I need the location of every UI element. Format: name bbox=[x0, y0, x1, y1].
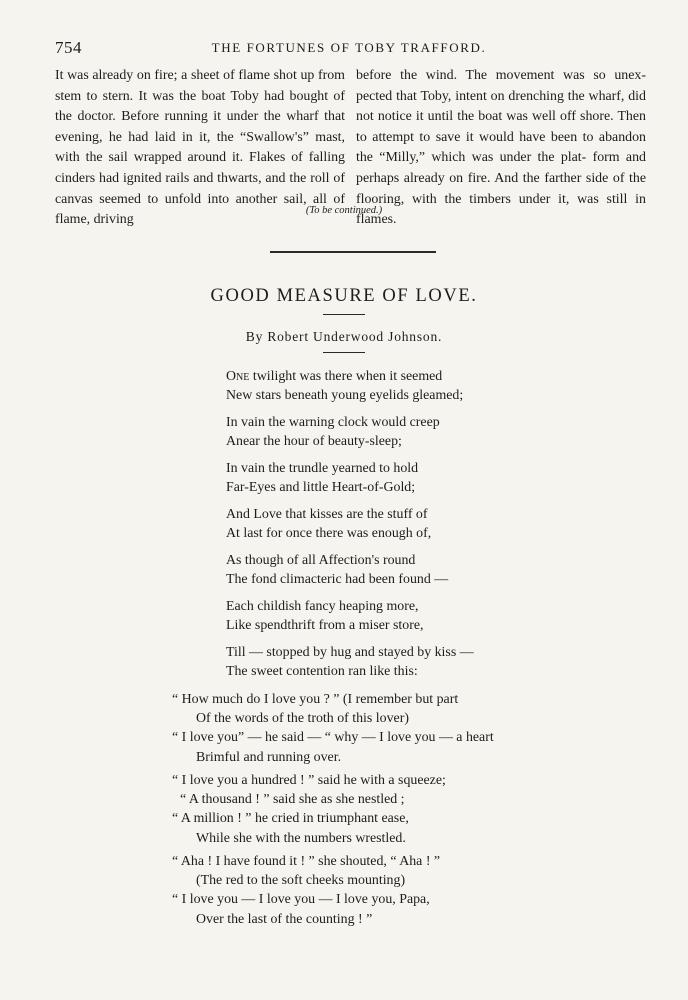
title-rule bbox=[323, 314, 365, 315]
couplet-7 bbox=[226, 643, 474, 681]
verse-line: Far-Eyes and little Heart-of-Gold; bbox=[226, 480, 416, 496]
prose-line: the “Swallow's” mast, with the sail wrapped bbox=[55, 129, 345, 166]
verse-line: As though of all Affection's round bbox=[226, 553, 416, 568]
drop-word: One bbox=[226, 369, 250, 384]
prose-line: Then to attempt to save it would have been to bbox=[356, 109, 646, 145]
verse-line: (The red to the soft cheeks mounting) bbox=[196, 873, 406, 889]
section-divider bbox=[270, 251, 436, 253]
prose-line: up from stem to stern. It was the boat Toby bbox=[55, 68, 345, 104]
prose-line: form and perhaps already on fire. And the bbox=[356, 150, 646, 186]
prose-line: rails and thwarts, and the roll of canvas seemed bbox=[55, 170, 345, 207]
couplet-2 bbox=[226, 413, 440, 451]
verse-line: Till — stopped by hug and stayed by kiss — bbox=[226, 645, 474, 660]
page-header bbox=[55, 38, 643, 60]
verse-line: “ I love you a hundred ! ” said he with a squeeze; bbox=[172, 773, 446, 788]
couplet-4 bbox=[226, 505, 431, 543]
verse-line: Each childish fancy heaping more, bbox=[226, 599, 419, 614]
prose-line: before the wind. The movement was so unex- bbox=[356, 68, 646, 83]
stanza-3 bbox=[172, 852, 440, 929]
verse-line: While she with the numbers wrestled. bbox=[196, 830, 406, 846]
couplet-5 bbox=[226, 551, 448, 589]
verse-line: “ I love you” — he said — “ why — I love you — a heart bbox=[172, 730, 494, 746]
verse-line: In vain the warning clock would creep bbox=[226, 415, 440, 430]
prose-line: did not notice it until the boat was well off shore. bbox=[356, 88, 646, 125]
couplet-3 bbox=[226, 459, 418, 497]
prose-line: under the wharf that evening, he had laid in it, bbox=[55, 109, 345, 145]
page-number: 754 bbox=[55, 38, 82, 57]
prose-line: had bought of the doctor. Before running it bbox=[55, 88, 345, 125]
verse-line: “ I love you — I love you — I love you, Papa, bbox=[172, 892, 430, 908]
to-be-continued-note: (To be continued.) bbox=[305, 205, 383, 216]
poem-byline: By Robert Underwood Johnson. bbox=[245, 329, 443, 344]
verse-line: The sweet contention ran like this: bbox=[226, 664, 418, 680]
verse-line: The fond climacteric had been found — bbox=[226, 572, 449, 588]
couplet-6 bbox=[226, 597, 424, 635]
verse-line: Anear the hour of beauty-sleep; bbox=[226, 434, 402, 450]
verse-line: Like spendthrift from a miser store, bbox=[226, 618, 424, 634]
verse-line: In vain the trundle yearned to hold bbox=[226, 461, 419, 476]
verse-line: “ A million ! ” he cried in triumphant ease, bbox=[172, 811, 409, 827]
byline-rule bbox=[323, 352, 365, 353]
verse-line: “ A thousand ! ” said she as she nestled ; bbox=[180, 792, 405, 808]
prose-line: abandon the “Milly,” which was under the plat- bbox=[356, 129, 646, 166]
verse-line: And Love that kisses are the stuff of bbox=[226, 507, 428, 522]
running-title: THE FORTUNES OF TOBY TRAFFORD. bbox=[211, 40, 487, 55]
prose-line: under it, was still in flames. bbox=[356, 191, 646, 228]
verse-line: “ Aha ! I have found it ! ” she shouted, “ Aha ! ” bbox=[172, 854, 441, 869]
verse-line: New stars beneath young eyelids gleamed; bbox=[226, 388, 464, 404]
prose-line: around it. Flakes of falling cinders had ignited bbox=[55, 150, 345, 186]
verse-line: Brimful and running over. bbox=[196, 749, 342, 765]
prose-line: to unfold into another sail, all of flame, driving bbox=[55, 191, 345, 228]
prose-line: farther side of the flooring, with the timbers bbox=[356, 170, 646, 207]
verse-line: Over the last of the counting ! ” bbox=[196, 911, 373, 927]
verse-line: Of the words of the troth of this lover) bbox=[196, 711, 409, 727]
verse-line: One twilight was there when it seemed bbox=[226, 369, 443, 384]
verse-line: “ How much do I love you ? ” (I remember but part bbox=[172, 692, 459, 707]
stanza-2 bbox=[172, 771, 446, 848]
prose-line: It was already on fire; a sheet of flame shot bbox=[55, 68, 297, 83]
prose-line: pected that Toby, intent on drenching the wharf, bbox=[356, 88, 625, 104]
couplet-1 bbox=[226, 367, 463, 405]
stanza-1 bbox=[172, 690, 494, 767]
verse-line: At last for once there was enough of, bbox=[226, 526, 432, 542]
poem-title: GOOD MEASURE OF LOVE. bbox=[210, 286, 478, 306]
